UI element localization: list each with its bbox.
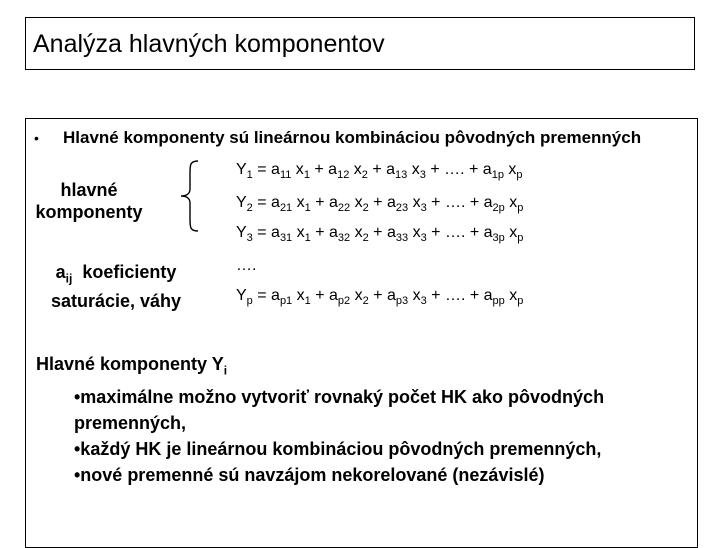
hk-label-line2: komponenty <box>35 202 143 222</box>
equation-row: $Y_p = a_{p1}$ $x_1 + a_{p2}$ $x_2 + a_{p3}$ $x_3$ + …. + $a_{pp}$ $x_p$ <box>236 287 524 308</box>
equation-row: $Y_2 = a_{21}$ $x_1 + a_{22}$ $x_2 + a_{23}$ $x_3$ + …. + $a_{2p}$ $x_p$ <box>236 194 524 215</box>
summary-block <box>36 351 604 488</box>
coefficient-label-line2: saturácie, váhy <box>50 290 182 311</box>
hk-label <box>26 179 152 223</box>
summary-heading: Hlavné komponenty $Y_i$ <box>36 354 228 378</box>
coefficient-label <box>36 261 196 312</box>
summary-item: premenných, <box>74 412 187 433</box>
summary-item: •každý HK je lineárnou kombináciou pôvodných premenných, <box>74 438 602 459</box>
equation-row: $Y_3 = a_{31}$ $x_1 + a_{32}$ $x_2 + a_{33}$ $x_3$ + …. + $a_{3p}$ $x_p$ <box>236 224 524 245</box>
equation-row: $Y_1 = a_{11}$ $x_1 + a_{12}$ $x_2 + a_{13}$ $x_3$ + …. + $a_{1p}$ $x_p$ <box>236 161 523 182</box>
title-frame <box>25 17 695 70</box>
bullet-statement: Hlavné komponenty sú lineárnou kombináciou pôvodných premenných <box>63 128 642 147</box>
equation-ellipsis: …. <box>236 257 257 274</box>
curly-brace-icon <box>176 159 204 233</box>
page-title: Analýza hlavných komponentov <box>33 30 385 58</box>
hk-label-line1: hlavné <box>60 180 118 200</box>
content-frame <box>25 118 698 548</box>
coefficient-label-line1: $a_{ij}$ koeficienty <box>55 262 177 286</box>
bullet-marker: • <box>34 130 39 146</box>
summary-item: •maximálne možno vytvoriť rovnaký počet HK ako pôvodných <box>74 386 605 407</box>
summary-item: •nové premenné sú navzájom nekorelované (nezávislé) <box>74 464 545 485</box>
